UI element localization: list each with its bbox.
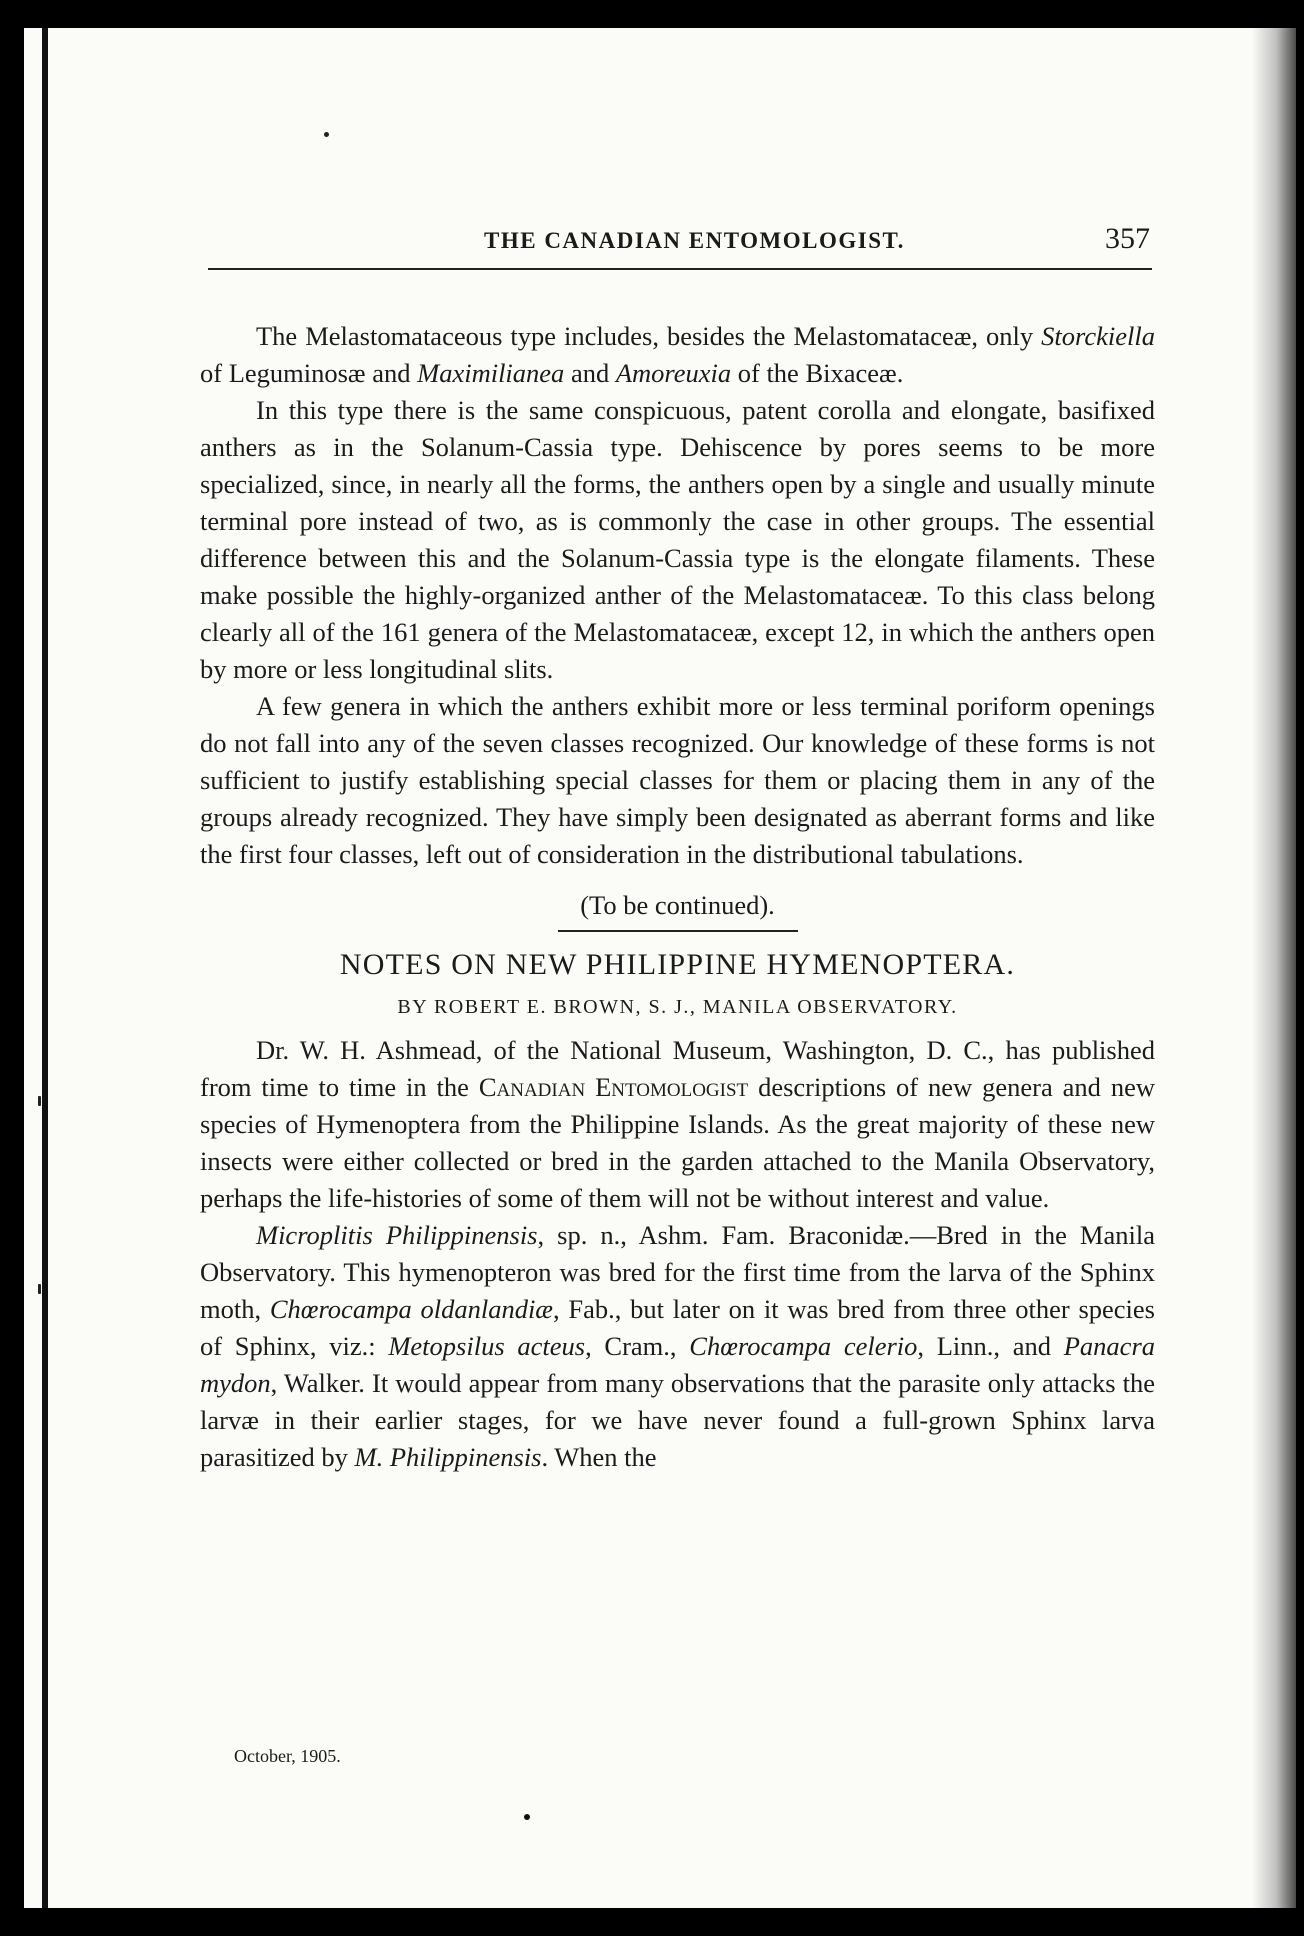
species-name: Metopsilus acteus (388, 1331, 586, 1361)
scanned-page (24, 28, 1296, 1908)
taxon-name: Maximilianea (417, 358, 565, 388)
ink-speck (324, 132, 329, 137)
ink-speck (38, 1284, 41, 1294)
text-run: The Melastomataceous type includes, besides the Melastomataceæ, only (256, 321, 1042, 351)
section-divider (558, 930, 798, 932)
page-edge-shadow (1252, 28, 1296, 1908)
page-number: 357 (1105, 222, 1150, 255)
paragraph-type-description: In this type there is the same conspicuous, patent corolla and elongate, basifixed anthers as in the Solanum-Cassia type. Dehiscence by pores seems to be more specialized, since, in nearly all the forms, the anthers open by a single and usually minute terminal pore instead of two, as is commonly the case in other groups. The essential difference between this and the Solanum-Cassia type is the elongate filaments. These make possible the highly-organized anther of the Melastomataceæ. To this class belong clearly all of the 161 genera of the Melastomataceæ, except 12, in which the anthers open by more or less longitudinal slits. (200, 395, 1155, 684)
text-run: , Walker. It would appear from many observations that the parasite only attacks the larvæ in their earlier stages, for we have never found a full-grown Sphinx larva parasitized by (200, 1368, 1155, 1472)
text-run: and (564, 358, 616, 388)
text-run: of Leguminosæ and (200, 358, 418, 388)
paragraph-aberrant-forms: A few genera in which the anthers exhibit more or less terminal poriform openings do not fall into any of the seven classes recognized. Our knowledge of these forms is not sufficient to justify establishing special classes for them or placing them in any of the groups already recognized. They have simply been designated as aberrant forms and like the first four classes, left out of consideration in the distributional tabulations. (200, 691, 1155, 869)
issue-date: October, 1905. (234, 1746, 341, 1766)
to-be-continued: (To be continued). (580, 890, 775, 920)
text-run: descriptions of new genera and new species of Hymenoptera from the Philippine Islands. As the great majority of these new insects were either collected or bred in the garden attached to the Manila Observatory, perhaps the life-histories of some of them will not be without interest and value. (200, 1072, 1155, 1213)
text-run: , Fab., but later on it was bred from three other species of Sphinx, viz.: (200, 1294, 1155, 1361)
paragraph-introduction (200, 1032, 1155, 1217)
page-body (200, 318, 1155, 1476)
article-byline: BY ROBERT E. BROWN, S. J., MANILA OBSERVATORY. (397, 996, 958, 1018)
article-title: NOTES ON NEW PHILIPPINE HYMENOPTERA. (339, 948, 1016, 981)
text-run: , Cram., (585, 1331, 690, 1361)
paragraph-microplitis (200, 1217, 1155, 1476)
species-name: Panacra mydon (200, 1331, 1156, 1398)
species-name: Microplitis Philippinensis (256, 1220, 538, 1250)
species-name: Chœrocampa celerio (689, 1331, 918, 1361)
taxon-name: Amoreuxia (615, 358, 732, 388)
text-run: , Linn., and (917, 1331, 1064, 1361)
page-header (204, 218, 1154, 262)
species-name: Chœrocampa oldanlandiæ (269, 1294, 553, 1324)
binding-edge (42, 28, 48, 1908)
ink-dot (524, 1814, 530, 1820)
running-title: THE CANADIAN ENTOMOLOGIST. (484, 228, 905, 253)
text-run: Dr. W. H. Ashmead, of the National Museum, Washington, D. C., has published from time to time in the (200, 1035, 1155, 1102)
text-run: of the Bixaceæ. (731, 358, 904, 388)
journal-name: Canadian Entomologist (478, 1072, 749, 1102)
text-run: , sp. n., Ashm. Fam. Braconidæ.—Bred in the Manila Observatory. This hymenopteron was bred for the first time from the larva of the Sphinx moth, (200, 1220, 1155, 1324)
text-run: . When the (541, 1442, 657, 1472)
paragraph-melastomataceous (200, 318, 1155, 392)
species-name: M. Philippinensis (354, 1442, 542, 1472)
taxon-name: Storckiella (1041, 321, 1155, 351)
header-rule (208, 268, 1152, 270)
ink-speck (38, 1096, 41, 1106)
